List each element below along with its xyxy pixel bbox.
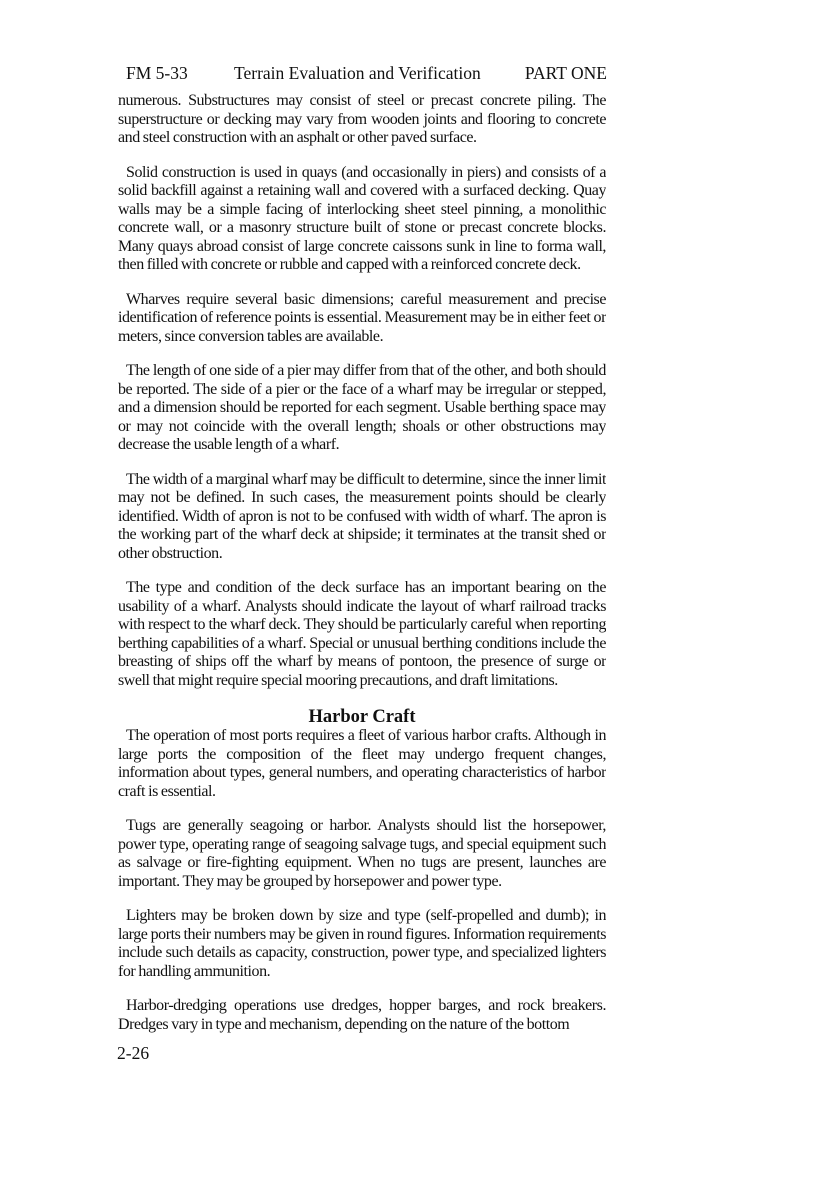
paragraph-solid-construction: Solid construction is used in quays (and occasionally in piers) and consists of a solid backfill against a retaining wall and covered with a surfaced decking. Quay walls may be a simple facing of interlocking sheet steel pinning, a monolithic concrete wall, or a masonry structure built of stone or precast concrete blocks. Many quays abroad consist of large concrete caissons sunk in line to forma wall, then filled with concrete or rubble and capped with a reinforced concrete deck. (118, 163, 606, 273)
paragraph-lighters: Lighters may be broken down by size and type (self-propelled and dumb); in large ports their numbers may be given in round figures. Information requirements include such details as capacity, construction, power type, and specialized lighters for handling ammunition. (118, 907, 606, 980)
page-number: 2-26 (117, 1043, 150, 1063)
paragraph-dredging: Harbor-dredging operations use dredges, hopper barges, and rock breakers. Dredges vary in type and mechanism, depending on the nature of the bottom (118, 997, 606, 1033)
paragraph-tugs: Tugs are generally seagoing or harbor. Analysts should list the horsepower, power type, operating range of seagoing salvage tugs, and special equipment such as salvage or fire-fighting equipment. When no tugs are present, launches are important. They may be grouped by horsepower and power type. (118, 817, 606, 890)
field-manual-number: FM 5-33 (126, 63, 188, 83)
section-heading-harbor-craft: Harbor Craft (308, 707, 416, 727)
paragraph-deck-surface: The type and condition of the deck surface has an important bearing on the usability of a wharf. Analysts should indicate the layout of wharf railroad tracks with respect to the wharf deck. They should be particularly careful when reporting berthing capabilities of a wharf. Special or unusual berthing conditions include the breasting of ships off the wharf by means of pontoon, the presence of surge or swell that might require special mooring precautions, and draft limitations. (118, 579, 606, 689)
part-label: PART ONE (524, 63, 607, 83)
running-title: Terrain Evaluation and Verification (234, 63, 481, 83)
paragraph-harbor-fleet: The operation of most ports requires a fleet of various harbor crafts. Although in large ports the composition of the fleet may undergo frequent changes, information about types, general numbers, and operating characteristics of harbor craft is essential. (118, 727, 606, 800)
page-body (118, 92, 606, 1042)
page-header (117, 60, 607, 86)
paragraph-pier-length: The length of one side of a pier may differ from that of the other, and both should be reported. The side of a pier or the face of a wharf may be irregular or stepped, and a dimension should be reported for each segment. Usable berthing space may or may not coincide with the overall length; shoals or other obstructions may decrease the usable length of a wharf. (118, 362, 606, 453)
paragraph-substructures: numerous. Substructures may consist of steel or precast concrete piling. The superstructure or decking may vary from wooden joints and flooring to concrete and steel construction with an asphalt or other paved surface. (118, 92, 606, 146)
paragraph-wharf-width: The width of a marginal wharf may be difficult to determine, since the inner limit may not be defined. In such cases, the measurement points should be clearly identified. Width of apron is not to be confused with width of wharf. The apron is the working part of the wharf deck at shipside; it terminates at the transit shed or other obstruction. (118, 470, 606, 562)
paragraph-wharf-dimensions: Wharves require several basic dimensions; careful measurement and precise identification of reference points is essential. Measurement may be in either feet or meters, since conversion tables are available. (118, 290, 606, 345)
